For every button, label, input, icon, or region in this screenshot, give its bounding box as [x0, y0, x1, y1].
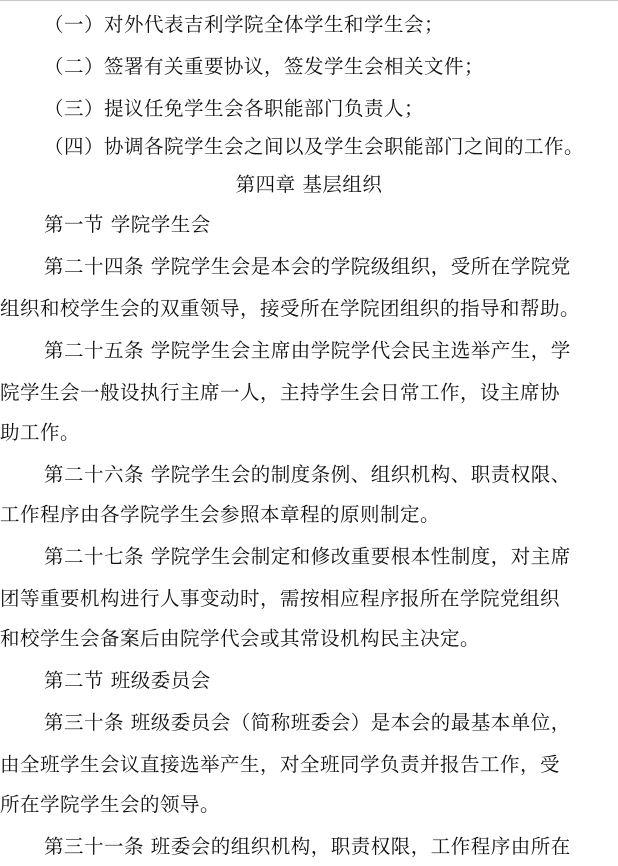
article-25-line-2: 院学生会一般设执行主席一人，主持学生会日常工作，设主席协 [0, 381, 561, 404]
article-25-line-1: 第二十五条 学院学生会主席由学院学代会民主选举产生，学 [44, 339, 571, 362]
article-27-line-1: 第二十七条 学院学生会制定和修改重要根本性制度，对主席 [44, 545, 571, 568]
article-26-line-1: 第二十六条 学院学生会的制度条例、组织机构、职责权限、 [44, 463, 571, 486]
chapter-title: 第四章 基层组织 [235, 173, 383, 196]
section-title-college: 第一节 学院学生会 [44, 213, 211, 236]
article-30-line-1: 第三十条 班级委员会（简称班委会）是本会的最基本单位， [44, 711, 571, 734]
article-30-line-3: 所在学院学生会的领导。 [0, 793, 221, 816]
page-top-border [0, 0, 618, 1]
article-24-line-1: 第二十四条 学院学生会是本会的学院级组织，受所在学院党 [44, 255, 571, 278]
article-26-line-2: 工作程序由各学院学生会参照本章程的原则制定。 [0, 503, 441, 526]
section-title-class: 第二节 班级委员会 [44, 669, 211, 692]
article-24-line-2: 组织和校学生会的双重领导，接受所在学院团组织的指导和帮助。 [0, 297, 581, 320]
duty-item-3: （三）提议任免学生会各职能部门负责人； [44, 97, 425, 120]
article-25-line-3: 助工作。 [0, 421, 81, 444]
duty-item-4: （四）协调各院学生会之间以及学生会职能部门之间的工作。 [44, 135, 585, 158]
article-27-line-2: 团等重要机构进行人事变动时，需按相应程序报所在学院党组织 [0, 587, 561, 610]
article-31-line-1: 第三十一条 班委会的组织机构，职责权限，工作程序由所在 [44, 835, 571, 858]
duty-item-2: （二）签署有关重要协议，签发学生会相关文件； [44, 55, 485, 78]
duty-item-1: （一）对外代表吉利学院全体学生和学生会； [44, 13, 445, 36]
article-27-line-3: 和校学生会备案后由院学代会或其常设机构民主决定。 [0, 627, 481, 650]
article-30-line-2: 由全班学生会议直接选举产生，对全班同学负责并报告工作，受 [0, 753, 561, 776]
